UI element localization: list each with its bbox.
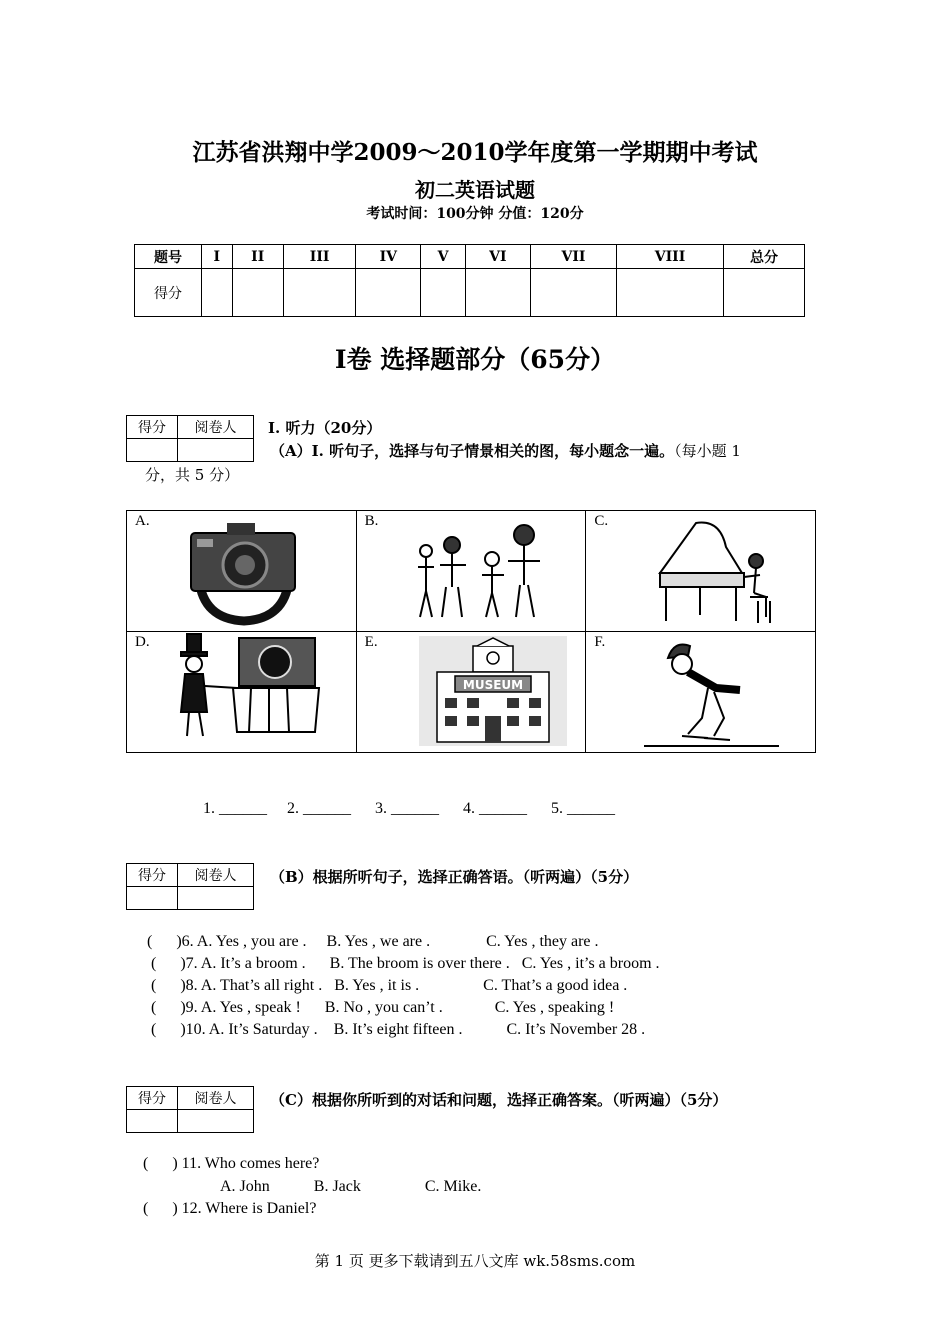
score-row-label: 得分 <box>135 269 202 317</box>
part-title: I卷 选择题部分（65分） <box>334 345 616 374</box>
question-12: ( ) 12. Where is Daniel? <box>143 1200 317 1217</box>
score-input-cell[interactable] <box>724 269 805 317</box>
score-table <box>134 244 805 317</box>
grader-box <box>126 1086 254 1133</box>
picture-grid <box>126 510 816 753</box>
section-a-instruction-tail: （每小题 1 <box>674 442 741 460</box>
score-header-cell: V <box>421 245 465 269</box>
grader-score-label: 得分 <box>127 416 178 439</box>
page-footer: 第 1 页 更多下载请到五八文库 wk.58sms.com <box>314 1252 636 1270</box>
exam-title: 江苏省洪翔中学2009～2010学年度第一学期期中考试 <box>192 139 758 166</box>
picture-cell-d <box>127 632 357 753</box>
picture-cell-b <box>356 511 586 632</box>
grader-score-label: 得分 <box>127 1087 178 1110</box>
piano-image <box>656 517 776 627</box>
score-header-cell: III <box>283 245 355 269</box>
score-header-cell: II <box>232 245 283 269</box>
picture-cell-c <box>586 511 816 632</box>
score-header-cell: 题号 <box>135 245 202 269</box>
score-input-cell[interactable] <box>356 269 421 317</box>
magician-image <box>177 632 322 742</box>
picture-cell-f <box>586 632 816 753</box>
grader-box <box>126 415 254 462</box>
camera-image <box>189 519 299 627</box>
section-c-heading: （C）根据你所听到的对话和问题，选择正确答案。（听两遍）（5分） <box>270 1091 728 1109</box>
section-a-instruction <box>270 440 741 461</box>
score-input-cell[interactable] <box>421 269 465 317</box>
picture-label: E. <box>364 634 378 650</box>
museum-sign: MUSEUM <box>462 678 523 692</box>
score-header-cell: 总分 <box>724 245 805 269</box>
score-input-cell[interactable] <box>232 269 283 317</box>
picture-cell-e <box>356 632 586 753</box>
grader-name-label: 阅卷人 <box>178 864 254 887</box>
question-7: ( )7. A. It’s a broom . B. The broom is over there . C. Yes , it’s a broom . <box>143 955 660 972</box>
score-header-cell: IV <box>356 245 421 269</box>
grader-box <box>126 863 254 910</box>
section-b-heading: （B）根据所听句子，选择正确答语。（听两遍）（5分） <box>270 868 639 886</box>
score-header-cell: VIII <box>616 245 723 269</box>
picture-label: B. <box>364 513 379 529</box>
grader-name-label: 阅卷人 <box>178 416 254 439</box>
section-a-instruction-bold: （A）I. 听句子，选择与句子情景相关的图，每小题念一遍。 <box>270 442 675 460</box>
section-a-instruction-cont: 分，共 5 分） <box>145 466 240 484</box>
question-11: ( ) 11. Who comes here? <box>143 1155 320 1172</box>
section-1-heading: I. 听力（20分） <box>268 419 382 437</box>
question-9: ( )9. A. Yes , speak ! B. No , you can’t . C. Yes , speaking ! <box>143 999 615 1016</box>
score-input-cell[interactable] <box>530 269 616 317</box>
score-input-cell[interactable] <box>616 269 723 317</box>
skater-image <box>644 636 779 748</box>
picture-label: D. <box>135 634 150 650</box>
score-header-cell: VII <box>530 245 616 269</box>
family-image <box>412 521 552 621</box>
answer-blanks[interactable]: 1. ______ 2. ______ 3. ______ 4. ______ 5. ______ <box>203 800 615 817</box>
exam-subtitle: 初二英语试题 <box>415 178 535 202</box>
grader-name-cell[interactable] <box>178 1110 254 1133</box>
grader-name-cell[interactable] <box>178 887 254 910</box>
grader-score-cell[interactable] <box>127 439 178 462</box>
grader-name-label: 阅卷人 <box>178 1087 254 1110</box>
question-8: ( )8. A. That’s all right . B. Yes , it is . C. That’s a good idea . <box>143 977 628 994</box>
grader-score-label: 得分 <box>127 864 178 887</box>
picture-cell-a <box>127 511 357 632</box>
score-input-cell[interactable] <box>202 269 233 317</box>
grader-score-cell[interactable] <box>127 887 178 910</box>
grader-score-cell[interactable] <box>127 1110 178 1133</box>
grader-name-cell[interactable] <box>178 439 254 462</box>
question-11-options: A. John B. Jack C. Mike. <box>220 1178 482 1195</box>
picture-label: C. <box>594 513 609 529</box>
exam-info: 考试时间：100分钟 分值：120分 <box>366 206 584 222</box>
question-10: ( )10. A. It’s Saturday . B. It’s eight fifteen . C. It’s November 28 . <box>143 1021 646 1038</box>
picture-label: F. <box>594 634 606 650</box>
score-input-cell[interactable] <box>465 269 530 317</box>
question-6: ( )6. A. Yes , you are . B. Yes , we are . C. Yes , they are . <box>147 933 599 950</box>
picture-label: A. <box>135 513 150 529</box>
score-header-cell: I <box>202 245 233 269</box>
score-input-cell[interactable] <box>283 269 355 317</box>
museum-image <box>419 636 567 746</box>
score-header-cell: VI <box>465 245 530 269</box>
